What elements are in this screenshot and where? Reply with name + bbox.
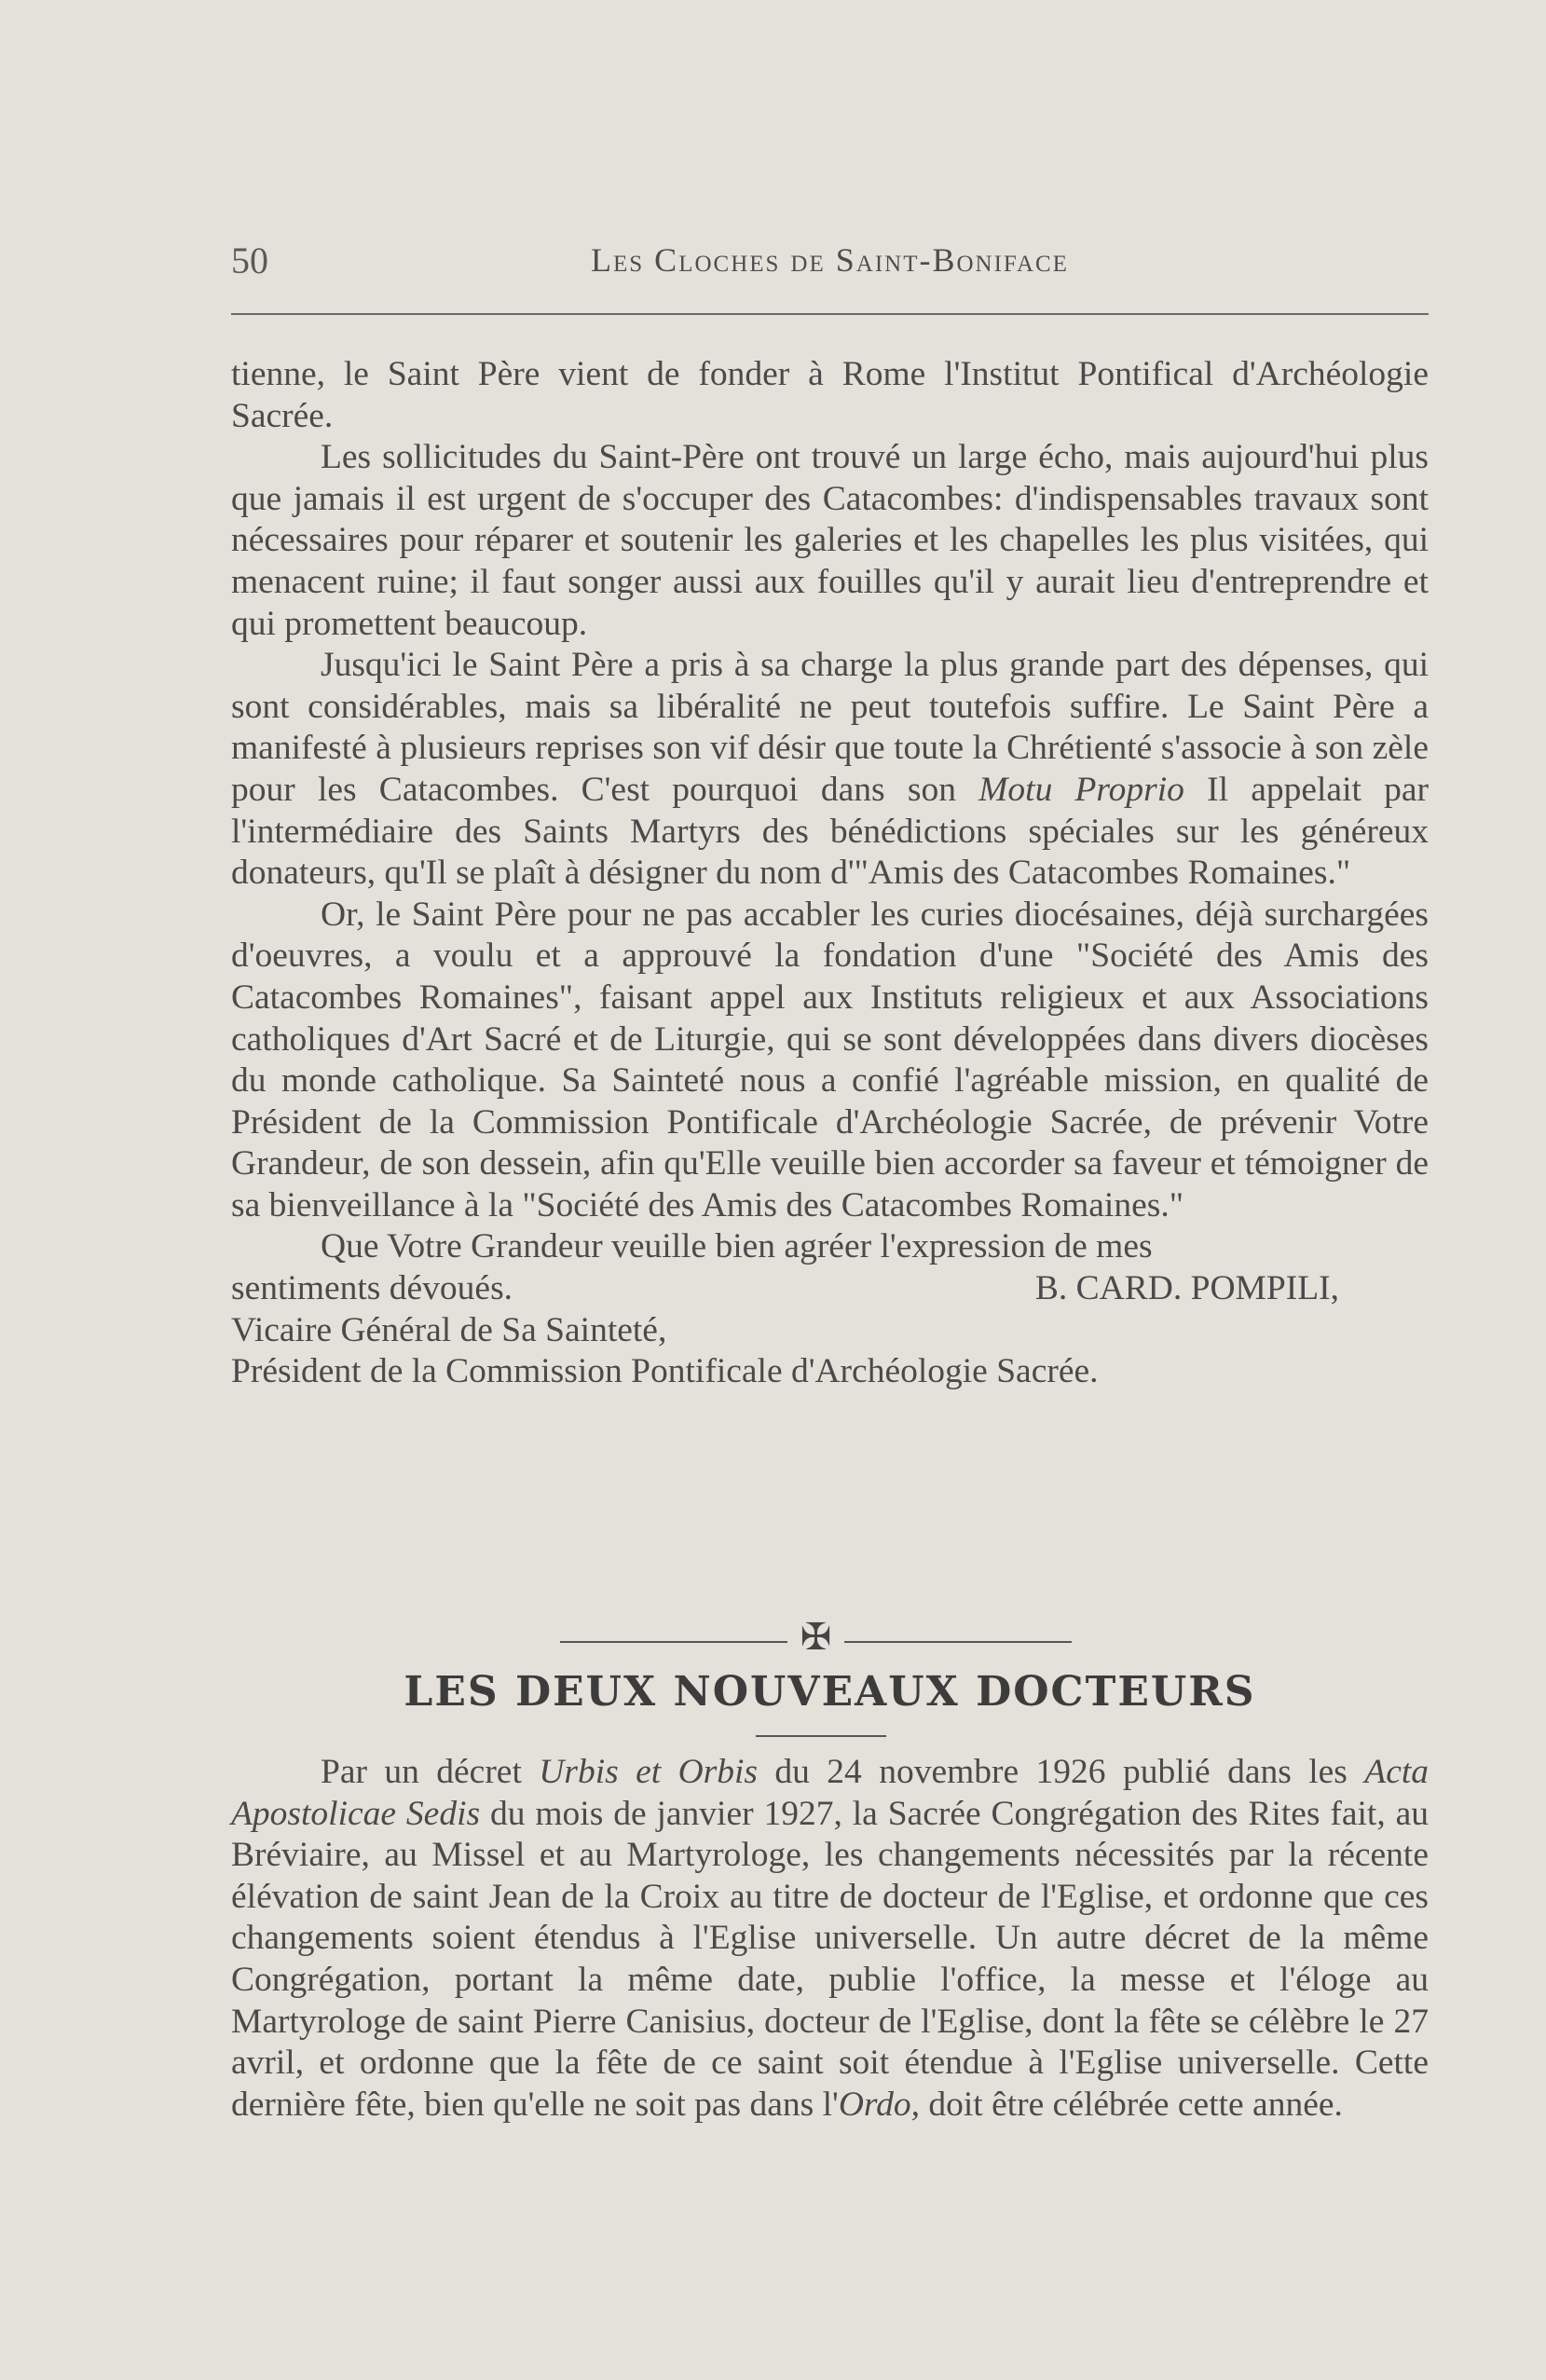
letter-paragraph-3 — [231, 645, 1429, 895]
article-title: LES DEUX NOUVEAUX DOCTEURS — [404, 1668, 1256, 1716]
signature-title: Vicaire Général de Sa Sainteté, — [231, 1310, 667, 1349]
page-header — [231, 239, 1429, 285]
text-span: du 24 novembre 1926 publié dans les — [758, 1753, 1365, 1791]
letter-paragraph-1: tienne, le Saint Père vient de fonder à Rome l'Institut Pontifical d'Archéologie Sacrée. — [231, 355, 1429, 435]
text-span: doit être célébrée cette année. — [920, 2085, 1343, 2124]
signature-name: B. CARD. POMPILI, — [1034, 1269, 1339, 1308]
text-span: Par un décret — [321, 1753, 540, 1791]
urbis-et-orbis-italic: Urbis et Orbis — [539, 1753, 759, 1791]
separator-line-right — [844, 1641, 1072, 1643]
letter-body — [231, 354, 1429, 1393]
running-title: Les Cloches de Saint-Boniface — [591, 241, 1069, 279]
title-rule — [756, 1735, 886, 1737]
motu-proprio-italic: Motu Proprio — [978, 770, 1184, 809]
page-number: 50 — [231, 239, 268, 281]
section-separator — [560, 1616, 1072, 1658]
signature-office: Président de la Commission Pontificale d'Archéologie Sacrée. — [231, 1352, 1099, 1391]
article-paragraph-1 — [231, 1752, 1429, 2126]
separator-line-left — [560, 1641, 787, 1643]
text-span: du mois de janvier 1927, la Sacrée Congrégation des Rites fait, au Bréviaire, au Missel et au Martyrologe, les changements nécessités par la récente élévation de saint Jean de la Croix au titre de docteur de l'Eglise, et ordonne que ces changements soient étendus à l'Eglise universelle. Un autre décret de la même Congrégation, portant la même date, publie l'office, la messe et l'éloge au Martyrologe de saint Pierre Canisius, docteur de l'Eglise, dont la fête se célèbre le 27 avril, et ordonne que la fête de ce saint soit étendue à l'Eglise universelle. Cette dernière fête, bien qu'elle ne soit pas dans l' — [231, 1794, 1429, 2124]
text-span: Jusqu'ici le Saint Père a pris à sa charge la plus grande part des dépenses, qui sont considérables, mais sa libéralité ne peut toutefois suffire. Le Saint Père a manifesté à plusieurs reprises son vif désir que toute la Chrétienté s'associe à son zèle pour les Catacombes. C'est pourquoi dans son — [231, 646, 1429, 809]
letter-paragraph-5: Que Votre Grandeur veuille bien agréer l'expression de mes — [321, 1227, 1153, 1266]
article-body — [231, 1752, 1429, 2126]
cross-icon: ✠ — [800, 1616, 832, 1658]
closing-line — [231, 1268, 1429, 1310]
letter-paragraph-2: Les sollicitudes du Saint-Père ont trouvé un large écho, mais aujourd'hui plus que jamais il est urgent de s'occuper des Catacombes: d'indispensables travaux sont nécessaires pour réparer et soutenir les galeries et les chapelles les plus visitées, qui menacent ruine; il faut songer aussi aux fouilles qu'il y aurait lieu d'entreprendre et qui promettent beaucoup. — [231, 438, 1429, 643]
header-rule — [231, 313, 1429, 315]
letter-paragraph-4: Or, le Saint Père pour ne pas accabler les curies diocésaines, déjà surchargées d'oeuvres, a voulu et a approuvé la fondation d'une "Société des Amis des Catacombes Romaines", faisant appel aux Instituts religieux et aux Associations catholiques d'Art Sacré et de Liturgie, qui se sont développées dans divers diocèses du monde catholique. Sa Sainteté nous a confié l'agréable mission, en qualité de Président de la Commission Pontificale d'Archéologie Sacrée, de prévenir Votre Grandeur, de son dessein, afin qu'Elle veuille bien accorder sa faveur et témoigner de sa bienveillance à la "Société des Amis des Catacombes Romaines." — [231, 895, 1429, 1224]
ordo-italic: Ordo, — [838, 2085, 920, 2124]
acta-italic: Acta Apostolicae Sedis — [231, 1753, 1430, 1833]
closing-salutation: sentiments dévoués. — [231, 1269, 513, 1308]
text-span: Il appelait par l'intermédiaire des Saints Martyrs des bénédictions spéciales sur les généreux donateurs, qu'Il se plaît à désigner du nom d'"Amis des Catacombes Romaines." — [231, 770, 1430, 893]
